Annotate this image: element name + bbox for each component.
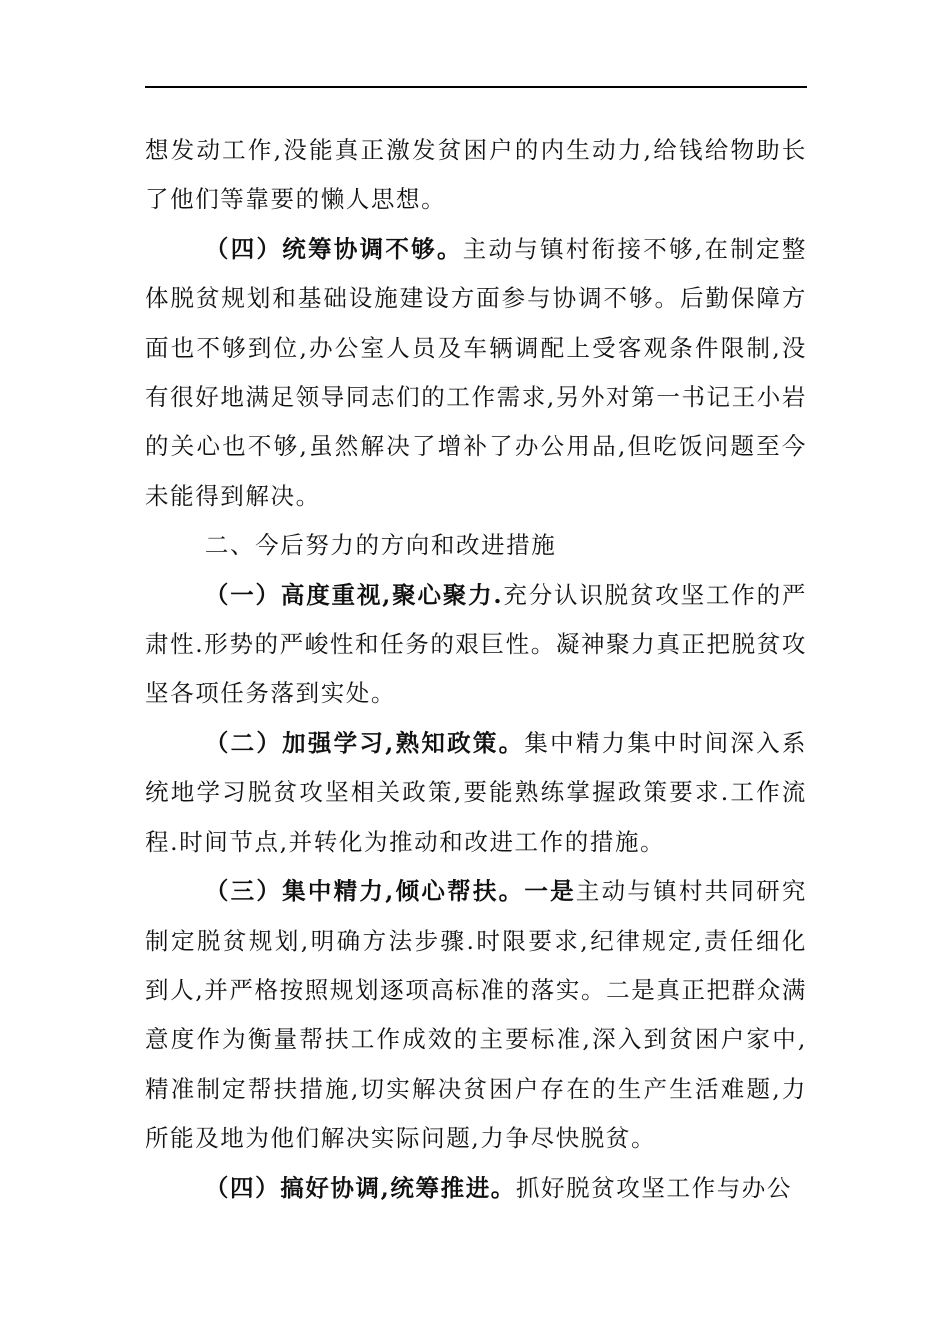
paragraph-text: 主动与镇村共同研究制定脱贫规划,明确方法步骤.时限要求,纪律规定,责任细化到人,并严格按照规划逐项高标准的落实。二是真正把群众满意度作为衡量帮扶工作成效的主要标准,深入到贫困户家中,精准制定帮扶措施,切实解决贫困户存在的生产生活难题,力所能及地为他们解决实际问题,力争尽快脱贫。 xyxy=(145,877,808,1153)
paragraph-measure-1 xyxy=(145,571,807,719)
paragraph-text: 抓好脱贫攻坚工作与办公 xyxy=(515,1173,793,1202)
paragraph-measure-4 xyxy=(145,1164,807,1213)
paragraph-continuation xyxy=(145,126,807,225)
paragraph-measure-2 xyxy=(145,719,807,867)
section-heading xyxy=(145,521,807,570)
paragraph-heading: （三）集中精力,倾心帮扶。一是 xyxy=(204,877,576,906)
paragraph-heading: （一）高度重视,聚心聚力. xyxy=(204,580,504,609)
document-body xyxy=(145,126,807,1213)
paragraph-coordination-issue xyxy=(145,225,807,521)
paragraph-heading: （四）搞好协调,统筹推进。 xyxy=(204,1173,516,1202)
paragraph-text: 充分认识脱贫攻坚工作的严肃性.形势的严峻性和任务的艰巨性。凝神聚力真正把脱贫攻坚各项任务落到实处。 xyxy=(145,580,807,708)
header-rule xyxy=(145,86,807,88)
paragraph-heading: （二）加强学习,熟知政策。 xyxy=(204,728,525,757)
paragraph-text: 主动与镇村衔接不够,在制定整体脱贫规划和基础设施建设方面参与协调不够。后勤保障方面也不够到位,办公室人员及车辆调配上受客观条件限制,没有很好地满足领导同志们的工作需求,另外对第一书记王小岩的关心也不够,虽然解决了增补了办公用品,但吃饭问题至今未能得到解决。 xyxy=(145,234,807,510)
section-heading-text: 二、今后努力的方向和改进措施 xyxy=(204,531,557,560)
paragraph-text: 集中精力集中时间深入系统地学习脱贫攻坚相关政策,要能熟练掌握政策要求.工作流程.时间节点,并转化为推动和改进工作的措施。 xyxy=(145,728,807,856)
paragraph-text: 想发动工作,没能真正激发贫困户的内生动力,给钱给物助长了他们等靠要的懒人思想。 xyxy=(145,136,807,214)
paragraph-heading: （四）统筹协调不够。 xyxy=(204,234,463,263)
paragraph-measure-3 xyxy=(145,867,807,1163)
